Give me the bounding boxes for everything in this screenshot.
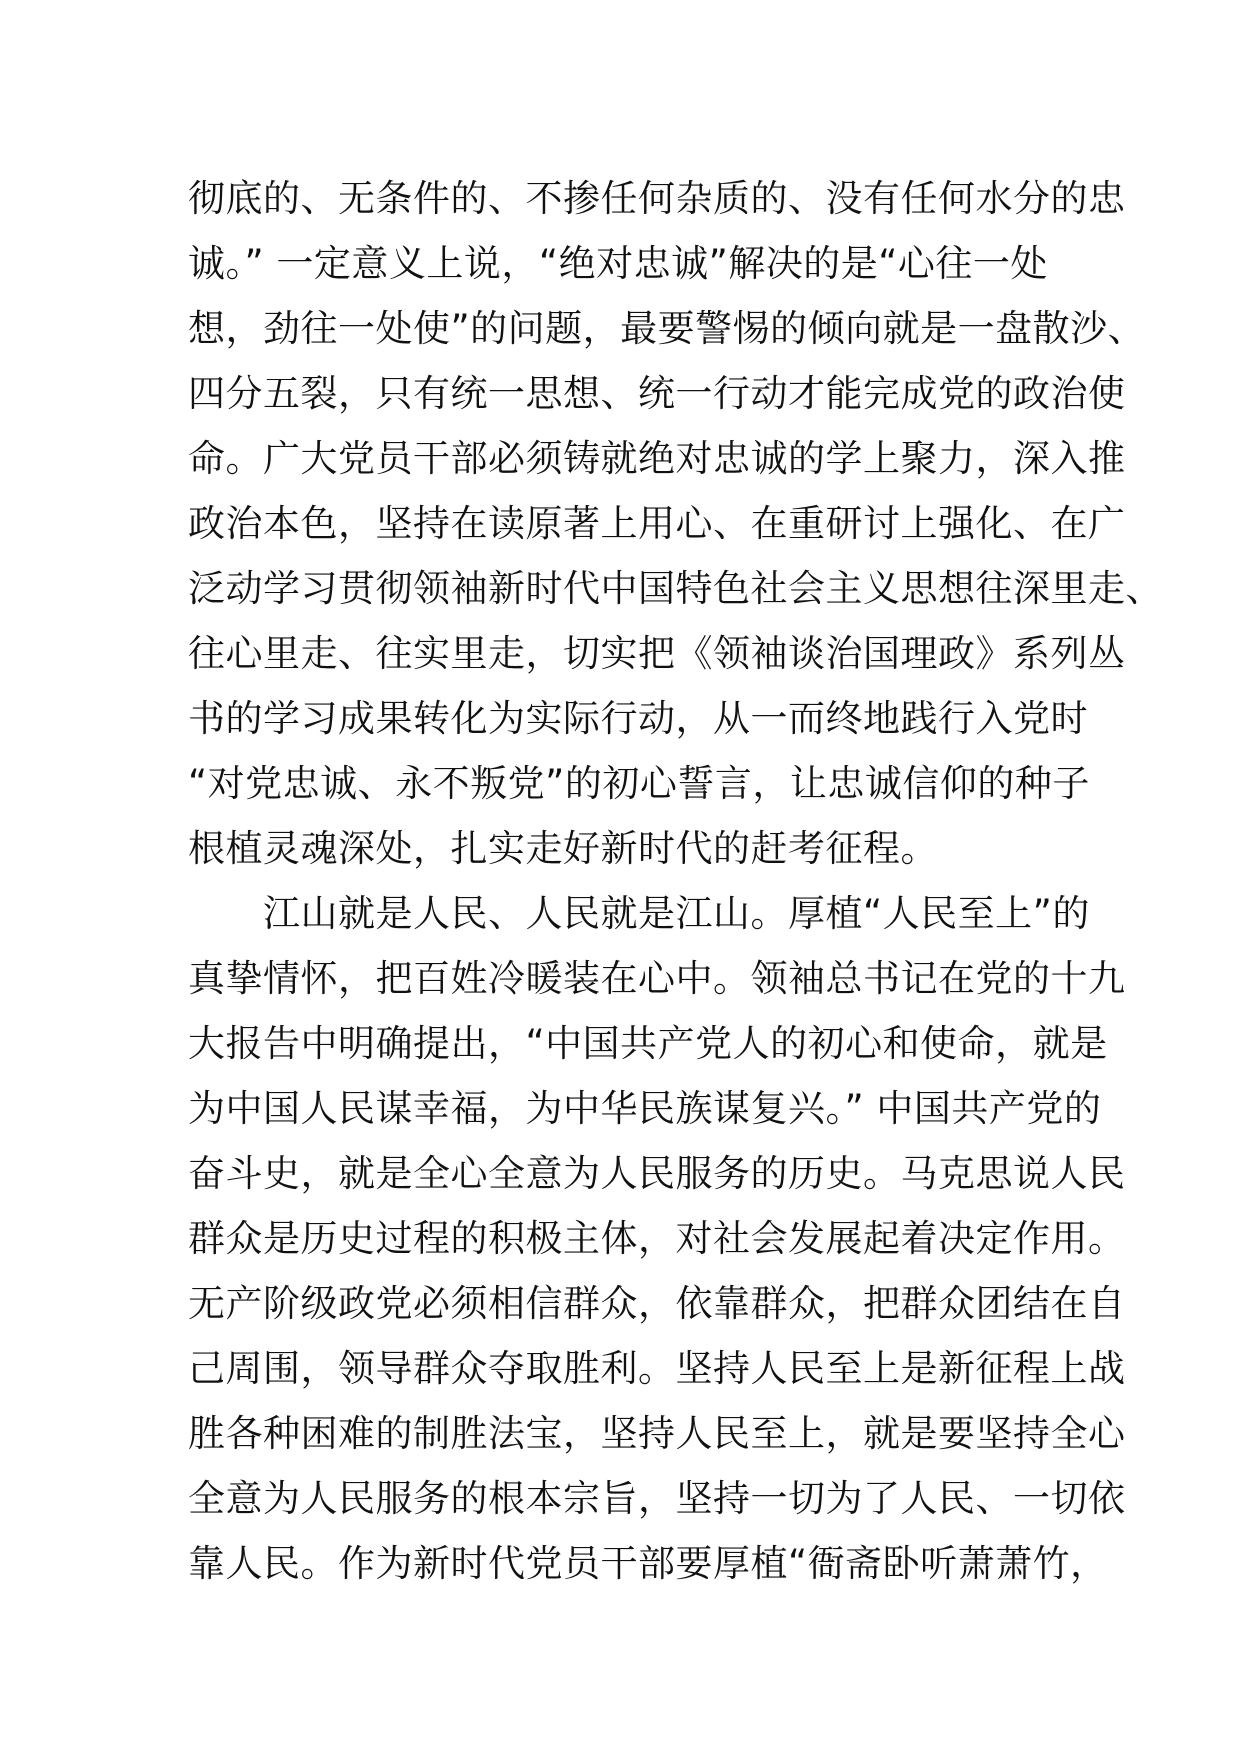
text-line: 江山就是人民、人民就是江山。厚植“人民至上”的 xyxy=(188,892,1090,935)
text-line: 群众是历史过程的积极主体，对社会发展起着决定作用。 xyxy=(188,1217,1126,1260)
text-line: 根植灵魂深处，扎实走好新时代的赶考征程。 xyxy=(188,827,938,870)
text-line: 往心里走、往实里走，切实把《领袖谈治国理政》系列丛 xyxy=(188,632,1126,675)
text-line: 书的学习成果转化为实际行动，从一而终地践行入党时 xyxy=(188,697,1088,740)
text-line: “对党忠诚、永不叛党”的初心誓言，让忠诚信仰的种子 xyxy=(188,762,1090,805)
text-line: 真挚情怀，把百姓冷暖装在心中。领袖总书记在党的十九 xyxy=(188,957,1126,1000)
text-line: 靠人民。作为新时代党员干部要厚植“衙斋卧听萧萧竹， xyxy=(188,1542,1108,1585)
text-line: 全意为人民服务的根本宗旨，坚持一切为了人民、一切依 xyxy=(188,1477,1126,1520)
text-line: 政治本色，坚持在读原著上用心、在重研讨上强化、在广 xyxy=(188,502,1126,545)
text-line: 己周围，领导群众夺取胜利。坚持人民至上是新征程上战 xyxy=(188,1347,1126,1390)
text-line: 彻底的、无条件的、不掺任何杂质的、没有任何水分的忠 xyxy=(188,177,1126,220)
body-text xyxy=(188,166,1163,1596)
text-line: 为中国人民谋幸福，为中华民族谋复兴。” 中国共产党的 xyxy=(188,1087,1102,1130)
text-line: 泛动学习贯彻领袖新时代中国特色社会主义思想往深里走、 xyxy=(188,567,1163,610)
text-line: 大报告中明确提出，“中国共产党人的初心和使命，就是 xyxy=(188,1022,1108,1065)
text-line: 诚。” 一定意义上说，“绝对忠诚”解决的是“心往一处 xyxy=(188,242,1048,285)
text-line: 想，劲往一处使”的问题，最要警惕的倾向就是一盘散沙、 xyxy=(188,307,1146,350)
text-line: 无产阶级政党必须相信群众，依靠群众，把群众团结在自 xyxy=(188,1282,1126,1325)
text-line: 四分五裂，只有统一思想、统一行动才能完成党的政治使 xyxy=(188,372,1126,415)
text-line: 奋斗史，就是全心全意为人民服务的历史。马克思说人民 xyxy=(188,1152,1126,1195)
text-line: 命。广大党员干部必须铸就绝对忠诚的学上聚力，深入推 xyxy=(188,437,1126,480)
text-line: 胜各种困难的制胜法宝，坚持人民至上，就是要坚持全心 xyxy=(188,1412,1126,1455)
